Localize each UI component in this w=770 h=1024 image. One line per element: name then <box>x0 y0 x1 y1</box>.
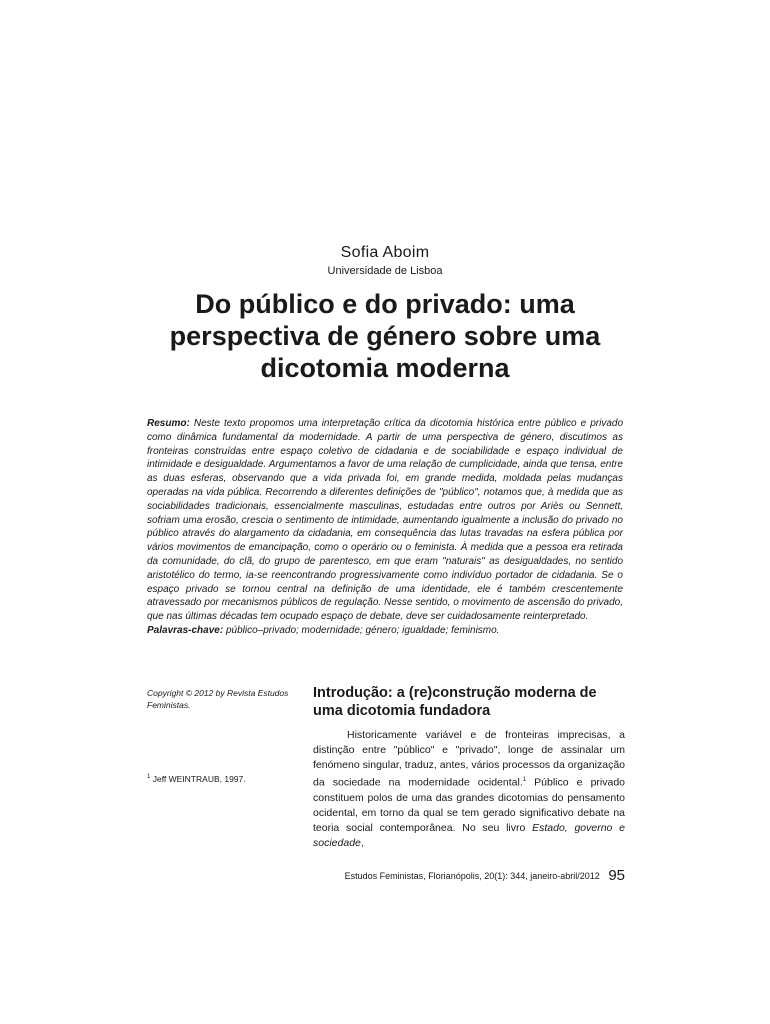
footnote-ref: 1 <box>522 777 527 783</box>
keywords-label: Palavras-chave: <box>147 625 224 636</box>
abstract-label: Resumo: <box>147 418 190 429</box>
body-text-2: Público e privado constituem polos de uma das grandes dicotomias do pensamento ocidental, em torno da qual se tem gerado significativo debate na teoria social contemporânea. No seu livro <box>313 776 626 834</box>
body-text-1: Historicamente variável e de fronteiras imprecisas, a distinção entre "público" e "privado", longe de assinalar um fenómeno singular, traduz, antes, vários processos da organização da sociedade na modernidade ocidental. <box>313 729 625 789</box>
footnote <box>147 771 297 785</box>
author-name: Sofia Aboim <box>340 244 430 261</box>
keywords-text: público–privado; modernidade; género; igualdade; feminismo. <box>225 625 500 636</box>
footer-citation: Estudos Feministas, Florianópolis, 20(1): 344, janeiro-abril/2012 <box>344 871 600 881</box>
keywords <box>147 625 623 636</box>
body-text-3: , <box>360 836 364 849</box>
title-line: perspectiva de género sobre uma <box>169 321 601 351</box>
title-line: dicotomia moderna <box>260 353 510 383</box>
page-number: 95 <box>608 867 625 884</box>
section-heading: Introdução: a (re)construção moderna de uma dicotomia fundadora <box>313 685 597 719</box>
book-title: Estado, governo e sociedade <box>313 821 625 849</box>
footnote-text: Jeff WEINTRAUB, 1997. <box>152 773 246 784</box>
page-footer <box>300 867 625 884</box>
copyright-notice: Copyright © 2012 by Revista Estudos Feministas. <box>147 688 289 710</box>
abstract <box>147 417 623 624</box>
body-paragraph <box>313 728 625 851</box>
title-line: Do público e do privado: uma <box>195 289 575 319</box>
footnote-marker: 1 <box>147 774 151 780</box>
abstract-text: Neste texto propomos uma interpretação crítica da dicotomia histórica entre público e privado como dinâmica fundamental da modernidade. A partir de uma perspectiva de género, discutimos as fronteiras construídas entre espaço coletivo de cidadania e de sociabilidade e espaço individual de intimidade e desigualdade. Argumentamos a favor de uma relação de cumplicidade, ainda que tensa, entre as duas esferas, observando que a vida privada foi, em grande medida, moldada pelas mudanças operadas na vida pública. Recorrendo a diferentes definições de "público", notamos que, à medida que as sociabilidades tradicionais, essencialmente masculinas, estudadas entre outros por Ariès ou Sennett, sofriam uma erosão, crescia o sentimento de intimidade, aumentando igualmente a inclusão do privado no público através do alargamento da cidadania, em consequência das lutas travadas na esfera pública por vários movimentos de emancipação, como o operário ou o feminista. À medida que a pessoa era retirada da comunidade, do clã, do grupo de parentesco, em que eram "naturais" as desigualdades, no sentido aristotélico do termo, ia-se reencontrando progressivamente como indivíduo portador de cidadania. Se o espaço privado se tornou central na definição de uma identidade, ele é também crescentemente atravessado por mecanismos públicos de regulação. Nesse sentido, o movimento de ascensão do privado, que nas últimas décadas tem ocupado espaço de debate, deve ser cuidadosamente reinterpretado. <box>147 418 624 623</box>
author-affiliation: Universidade de Lisboa <box>327 265 443 277</box>
article-title <box>110 288 660 384</box>
